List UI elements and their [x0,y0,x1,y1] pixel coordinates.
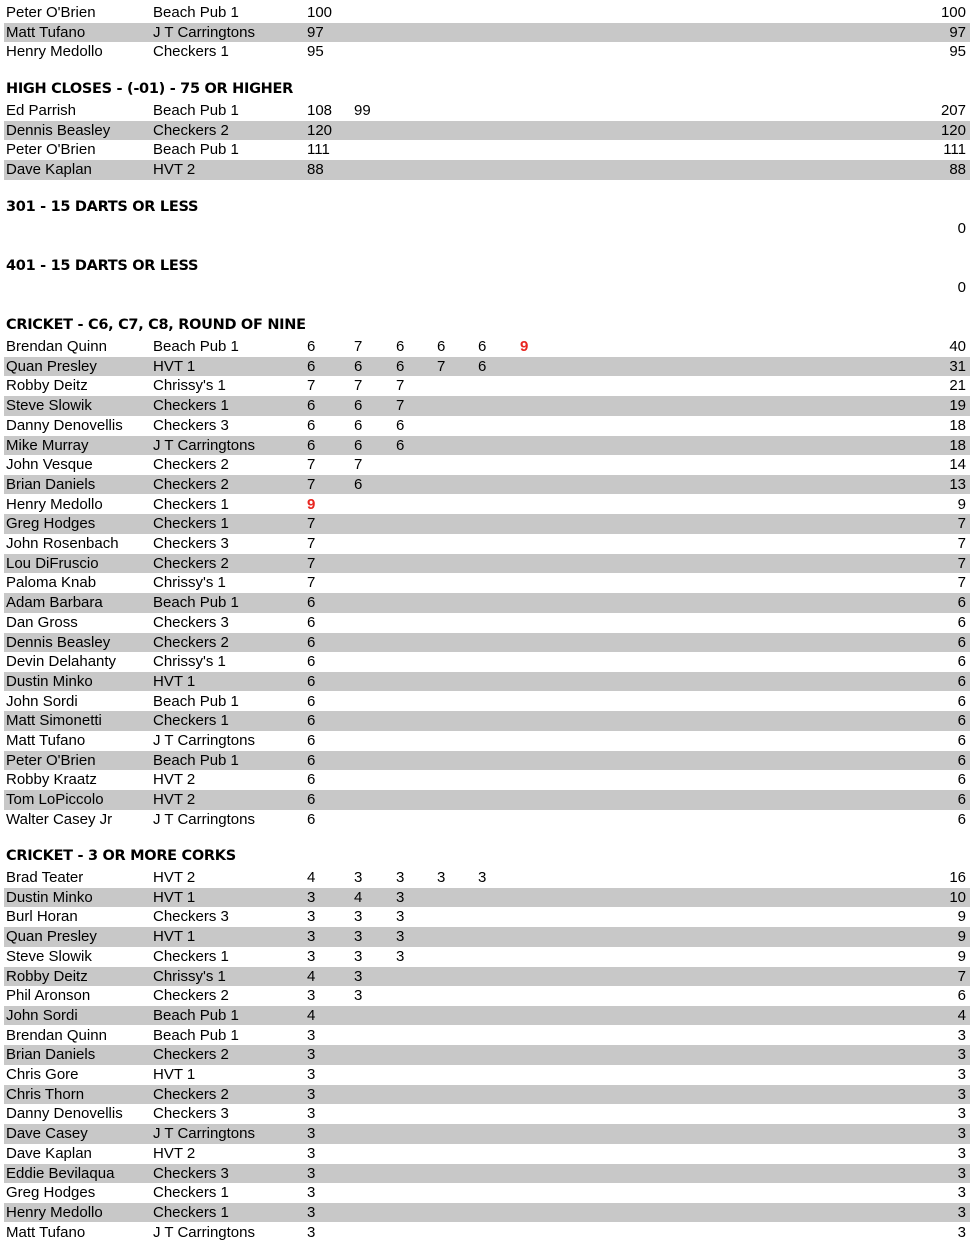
total-cell: 3 [957,1125,966,1143]
team-name: Checkers 3 [153,908,229,926]
team-name: Beach Pub 1 [153,4,239,21]
team-name: Checkers 2 [153,1046,229,1064]
table-row [4,455,970,475]
table-row [4,1006,970,1026]
score-cell: 3 [354,869,363,886]
score-cell: 6 [354,416,363,434]
team-name: Checkers 2 [153,633,229,651]
table-row [4,770,970,790]
player-name: Mike Murray [6,436,89,454]
section-header: 401 - 15 DARTS OR LESS [6,258,199,274]
score-cell: 6 [307,672,316,690]
table-row [4,810,970,830]
table-row [4,140,970,160]
table-row [4,927,970,947]
team-name: Checkers 1 [153,1203,229,1221]
score-cell: 6 [307,712,316,730]
table-row [4,475,970,495]
total-cell: 207 [940,102,966,119]
player-name: Dave Kaplan [6,161,92,179]
score-cell: 3 [307,1026,316,1044]
total-cell: 97 [949,23,966,41]
score-cell: 3 [307,908,316,926]
score-cell: 3 [354,987,363,1005]
total-cell: 16 [949,869,966,886]
player-name: Adam Barbara [6,594,103,612]
total-cell: 3 [957,1223,966,1241]
team-name: Beach Pub 1 [153,1006,239,1024]
score-cell: 4 [307,869,316,886]
total-cell: 6 [957,613,966,631]
score-cell: 3 [307,1105,316,1123]
total-cell: 7 [957,515,966,533]
player-name: Dave Casey [6,1125,88,1143]
score-cell: 3 [307,928,316,946]
table-row [4,652,970,672]
team-name: Checkers 2 [153,475,229,493]
total-cell: 21 [949,377,966,395]
score-cell: 4 [307,1006,316,1024]
table-row [4,672,970,692]
score-cell: 7 [307,475,316,493]
score-cell: 3 [354,967,363,985]
player-name: John Sordi [6,692,78,710]
total-cell: 31 [949,357,966,375]
score-cell: 6 [396,436,405,454]
score-cell: 3 [478,869,487,886]
total-cell: 3 [957,1105,966,1123]
player-name: Devin Delahanty [6,653,117,671]
score-cell: 6 [354,436,363,454]
score-cell: 97 [307,23,324,41]
score-cell: 3 [396,888,405,906]
player-name: Eddie Bevilaqua [6,1164,115,1182]
table-row [4,121,970,141]
score-cell: 6 [478,338,487,355]
team-name: Checkers 1 [153,515,229,533]
score-cell: 3 [307,1125,316,1143]
score-cell: 6 [396,416,405,434]
score-cell: 6 [396,357,405,375]
score-cell: 3 [307,1184,316,1202]
table-row [4,160,970,180]
total-cell: 18 [949,436,966,454]
player-name: Ed Parrish [6,102,77,119]
total-cell: 19 [949,397,966,415]
player-name: Quan Presley [6,928,97,946]
team-name: HVT 2 [153,771,196,789]
total-cell: 6 [957,791,966,809]
team-name: HVT 1 [153,357,196,375]
total-cell: 6 [957,732,966,749]
total-cell: 6 [957,672,966,690]
table-row [4,534,970,554]
player-name: Lou DiFruscio [6,554,99,572]
total-cell: 88 [949,161,966,179]
total-cell: 100 [940,4,966,21]
table-row [4,1065,970,1085]
score-cell: 3 [307,987,316,1005]
total-cell: 3 [957,1085,966,1103]
total-cell: 95 [949,43,966,61]
total-cell: 6 [957,712,966,730]
player-name: Phil Aronson [6,987,91,1005]
score-cell: 7 [307,535,316,552]
score-cell: 6 [307,732,316,749]
player-name: Henry Medollo [6,1203,103,1221]
score-cell: 6 [307,397,316,415]
score-cell: 6 [307,436,316,454]
team-name: J T Carringtons [153,732,255,749]
score-cell: 3 [307,1223,316,1241]
table-row [4,23,970,43]
section-header: 301 - 15 DARTS OR LESS [6,199,199,215]
total-cell: 6 [957,771,966,789]
table-row [4,436,970,456]
score-cell: 6 [307,692,316,710]
score-cell: 3 [307,1066,316,1083]
player-name: Henry Medollo [6,43,103,61]
player-name: Dustin Minko [6,888,93,906]
total-cell: 3 [957,1184,966,1202]
section-header: CRICKET - C6, C7, C8, ROUND OF NINE [6,317,306,333]
player-name: Brad Teater [6,869,84,886]
score-cell: 6 [396,338,405,355]
player-name: Peter O'Brien [6,4,96,21]
score-cell: 111 [307,141,330,159]
score-cell: 7 [396,377,405,395]
score-cell: 6 [354,397,363,415]
section-header: HIGH CLOSES - (-01) - 75 OR HIGHER [6,81,293,97]
team-name: Chrissy's 1 [153,653,226,671]
table-row [4,376,970,396]
table-row [4,1183,970,1203]
table-row [4,1124,970,1144]
team-name: Beach Pub 1 [153,141,239,159]
team-name: Checkers 2 [153,121,229,139]
table-row [4,1223,970,1243]
team-name: Chrissy's 1 [153,377,226,395]
score-cell: 6 [307,810,316,828]
table-row [4,947,970,967]
score-cell: 3 [354,947,363,965]
score-cell: 7 [437,357,446,375]
table-row [4,907,970,927]
total-cell: 10 [949,888,966,906]
total-cell: 6 [957,594,966,612]
score-cell: 3 [307,1144,316,1162]
table-row [4,692,970,712]
score-cell: 3 [354,908,363,926]
score-cell: 6 [307,791,316,809]
table-row [4,554,970,574]
total-cell: 40 [949,338,966,355]
total-cell: 3 [957,1164,966,1182]
score-cell: 3 [396,928,405,946]
total-cell: 3 [957,1203,966,1221]
section-empty-total: 0 [957,279,966,296]
player-name: John Sordi [6,1006,78,1024]
score-cell: 7 [354,456,363,474]
team-name: Beach Pub 1 [153,338,239,355]
table-row [4,42,970,62]
player-name: Walter Casey Jr [6,810,113,828]
score-cell: 3 [307,1085,316,1103]
score-cell: 3 [396,869,405,886]
team-name: J T Carringtons [153,436,255,454]
team-name: Checkers 1 [153,712,229,730]
team-name: Checkers 3 [153,416,229,434]
table-row [4,101,970,121]
table-row [4,337,970,357]
table-row [4,711,970,731]
player-name: Quan Presley [6,357,97,375]
score-cell: 95 [307,43,324,61]
total-cell: 4 [957,1006,966,1024]
team-name: Checkers 2 [153,1085,229,1103]
total-cell: 6 [957,810,966,828]
score-cell: 4 [307,967,316,985]
player-name: Matt Simonetti [6,712,102,730]
table-row [4,396,970,416]
player-name: Brian Daniels [6,475,96,493]
score-cell: 7 [396,397,405,415]
total-cell: 9 [957,908,966,926]
score-cell: 7 [354,377,363,395]
score-cell: 6 [307,416,316,434]
score-cell: 6 [307,357,316,375]
table-row [4,3,970,23]
score-cell: 7 [307,554,316,572]
team-name: Beach Pub 1 [153,102,239,119]
total-cell: 7 [957,967,966,985]
total-cell: 3 [957,1066,966,1083]
team-name: HVT 1 [153,1066,196,1083]
total-cell: 111 [943,141,966,159]
total-cell: 6 [957,692,966,710]
team-name: Checkers 2 [153,987,229,1005]
score-cell: 7 [307,377,316,395]
total-cell: 7 [957,574,966,592]
table-row [4,613,970,633]
total-cell: 13 [949,475,966,493]
total-cell: 9 [957,928,966,946]
total-cell: 6 [957,653,966,671]
team-name: Checkers 2 [153,456,229,474]
team-name: J T Carringtons [153,23,255,41]
team-name: Beach Pub 1 [153,751,239,769]
team-name: Beach Pub 1 [153,692,239,710]
table-row [4,731,970,751]
score-cell: 9 [520,338,529,355]
team-name: J T Carringtons [153,810,255,828]
player-name: Steve Slowik [6,947,92,965]
team-name: Chrissy's 1 [153,574,226,592]
score-cell: 6 [307,338,316,355]
team-name: Checkers 1 [153,397,229,415]
total-cell: 3 [957,1144,966,1162]
player-name: Dave Kaplan [6,1144,92,1162]
table-row [4,633,970,653]
player-name: Matt Tufano [6,23,86,41]
table-row [4,1026,970,1046]
player-name: Peter O'Brien [6,751,96,769]
score-cell: 3 [396,908,405,926]
table-row [4,751,970,771]
player-name: Chris Thorn [6,1085,85,1103]
table-row [4,495,970,515]
player-name: Dennis Beasley [6,633,111,651]
team-name: Beach Pub 1 [153,1026,239,1044]
player-name: Brendan Quinn [6,338,107,355]
player-name: Paloma Knab [6,574,97,592]
total-cell: 9 [957,947,966,965]
player-name: John Vesque [6,456,93,474]
score-cell: 7 [307,574,316,592]
total-cell: 120 [940,121,966,139]
table-row [4,514,970,534]
table-row [4,1203,970,1223]
score-cell: 99 [354,102,371,119]
total-cell: 7 [957,554,966,572]
player-name: Burl Horan [6,908,78,926]
score-cell: 3 [307,888,316,906]
score-cell: 3 [354,928,363,946]
score-cell: 6 [354,357,363,375]
score-cell: 3 [396,947,405,965]
player-name: Dustin Minko [6,672,93,690]
table-row [4,1045,970,1065]
player-name: Chris Gore [6,1066,79,1083]
score-cell: 6 [307,613,316,631]
score-cell: 3 [307,1164,316,1182]
team-name: Checkers 1 [153,1184,229,1202]
total-cell: 7 [957,535,966,552]
table-row [4,593,970,613]
player-name: Steve Slowik [6,397,92,415]
team-name: Checkers 1 [153,947,229,965]
table-row [4,1104,970,1124]
section-empty-total: 0 [957,220,966,237]
table-row [4,1085,970,1105]
total-cell: 14 [949,456,966,474]
table-row [4,790,970,810]
score-cell: 3 [307,947,316,965]
total-cell: 3 [957,1046,966,1064]
score-cell: 6 [307,653,316,671]
team-name: HVT 1 [153,888,196,906]
score-cell: 7 [307,515,316,533]
total-cell: 6 [957,751,966,769]
player-name: Matt Tufano [6,732,86,749]
total-cell: 6 [957,633,966,651]
score-cell: 108 [307,102,333,119]
player-name: Matt Tufano [6,1223,86,1241]
team-name: Checkers 1 [153,43,229,61]
table-row [4,357,970,377]
table-row [4,1144,970,1164]
score-cell: 6 [307,771,316,789]
player-name: Robby Deitz [6,967,88,985]
table-row [4,416,970,436]
team-name: Beach Pub 1 [153,594,239,612]
player-name: Dan Gross [6,613,78,631]
team-name: J T Carringtons [153,1223,255,1241]
section-header: CRICKET - 3 OR MORE CORKS [6,848,236,864]
team-name: Chrissy's 1 [153,967,226,985]
score-cell: 88 [307,161,324,179]
score-cell: 120 [307,121,333,139]
score-cell: 6 [354,475,363,493]
score-cell: 3 [307,1203,316,1221]
player-name: Peter O'Brien [6,141,96,159]
score-cell: 6 [307,594,316,612]
total-cell: 3 [957,1026,966,1044]
player-name: Greg Hodges [6,1184,96,1202]
team-name: HVT 2 [153,161,196,179]
score-cell: 3 [437,869,446,886]
total-cell: 6 [957,987,966,1005]
table-row [4,868,970,888]
player-name: Tom LoPiccolo [6,791,104,809]
score-cell: 6 [437,338,446,355]
player-name: Henry Medollo [6,495,103,513]
table-row [4,573,970,593]
score-cell: 6 [478,357,487,375]
team-name: Checkers 1 [153,495,229,513]
score-cell: 4 [354,888,363,906]
team-name: HVT 2 [153,869,196,886]
team-name: HVT 1 [153,672,196,690]
team-name: Checkers 2 [153,554,229,572]
player-name: Brendan Quinn [6,1026,107,1044]
team-name: J T Carringtons [153,1125,255,1143]
player-name: Dennis Beasley [6,121,111,139]
score-cell: 7 [307,456,316,474]
team-name: Checkers 3 [153,613,229,631]
table-row [4,888,970,908]
score-cell: 9 [307,495,316,513]
score-cell: 100 [307,4,333,21]
player-name: Danny Denovellis [6,416,123,434]
table-row [4,967,970,987]
player-name: Robby Deitz [6,377,88,395]
team-name: HVT 2 [153,1144,196,1162]
team-name: Checkers 3 [153,535,229,552]
player-name: Robby Kraatz [6,771,97,789]
total-cell: 18 [949,416,966,434]
total-cell: 9 [957,495,966,513]
score-cell: 7 [354,338,363,355]
table-row [4,1164,970,1184]
team-name: Checkers 3 [153,1105,229,1123]
player-name: John Rosenbach [6,535,119,552]
score-cell: 3 [307,1046,316,1064]
team-name: HVT 1 [153,928,196,946]
player-name: Greg Hodges [6,515,96,533]
score-cell: 6 [307,751,316,769]
score-cell: 6 [307,633,316,651]
player-name: Brian Daniels [6,1046,96,1064]
player-name: Danny Denovellis [6,1105,123,1123]
table-row [4,986,970,1006]
team-name: HVT 2 [153,791,196,809]
team-name: Checkers 3 [153,1164,229,1182]
